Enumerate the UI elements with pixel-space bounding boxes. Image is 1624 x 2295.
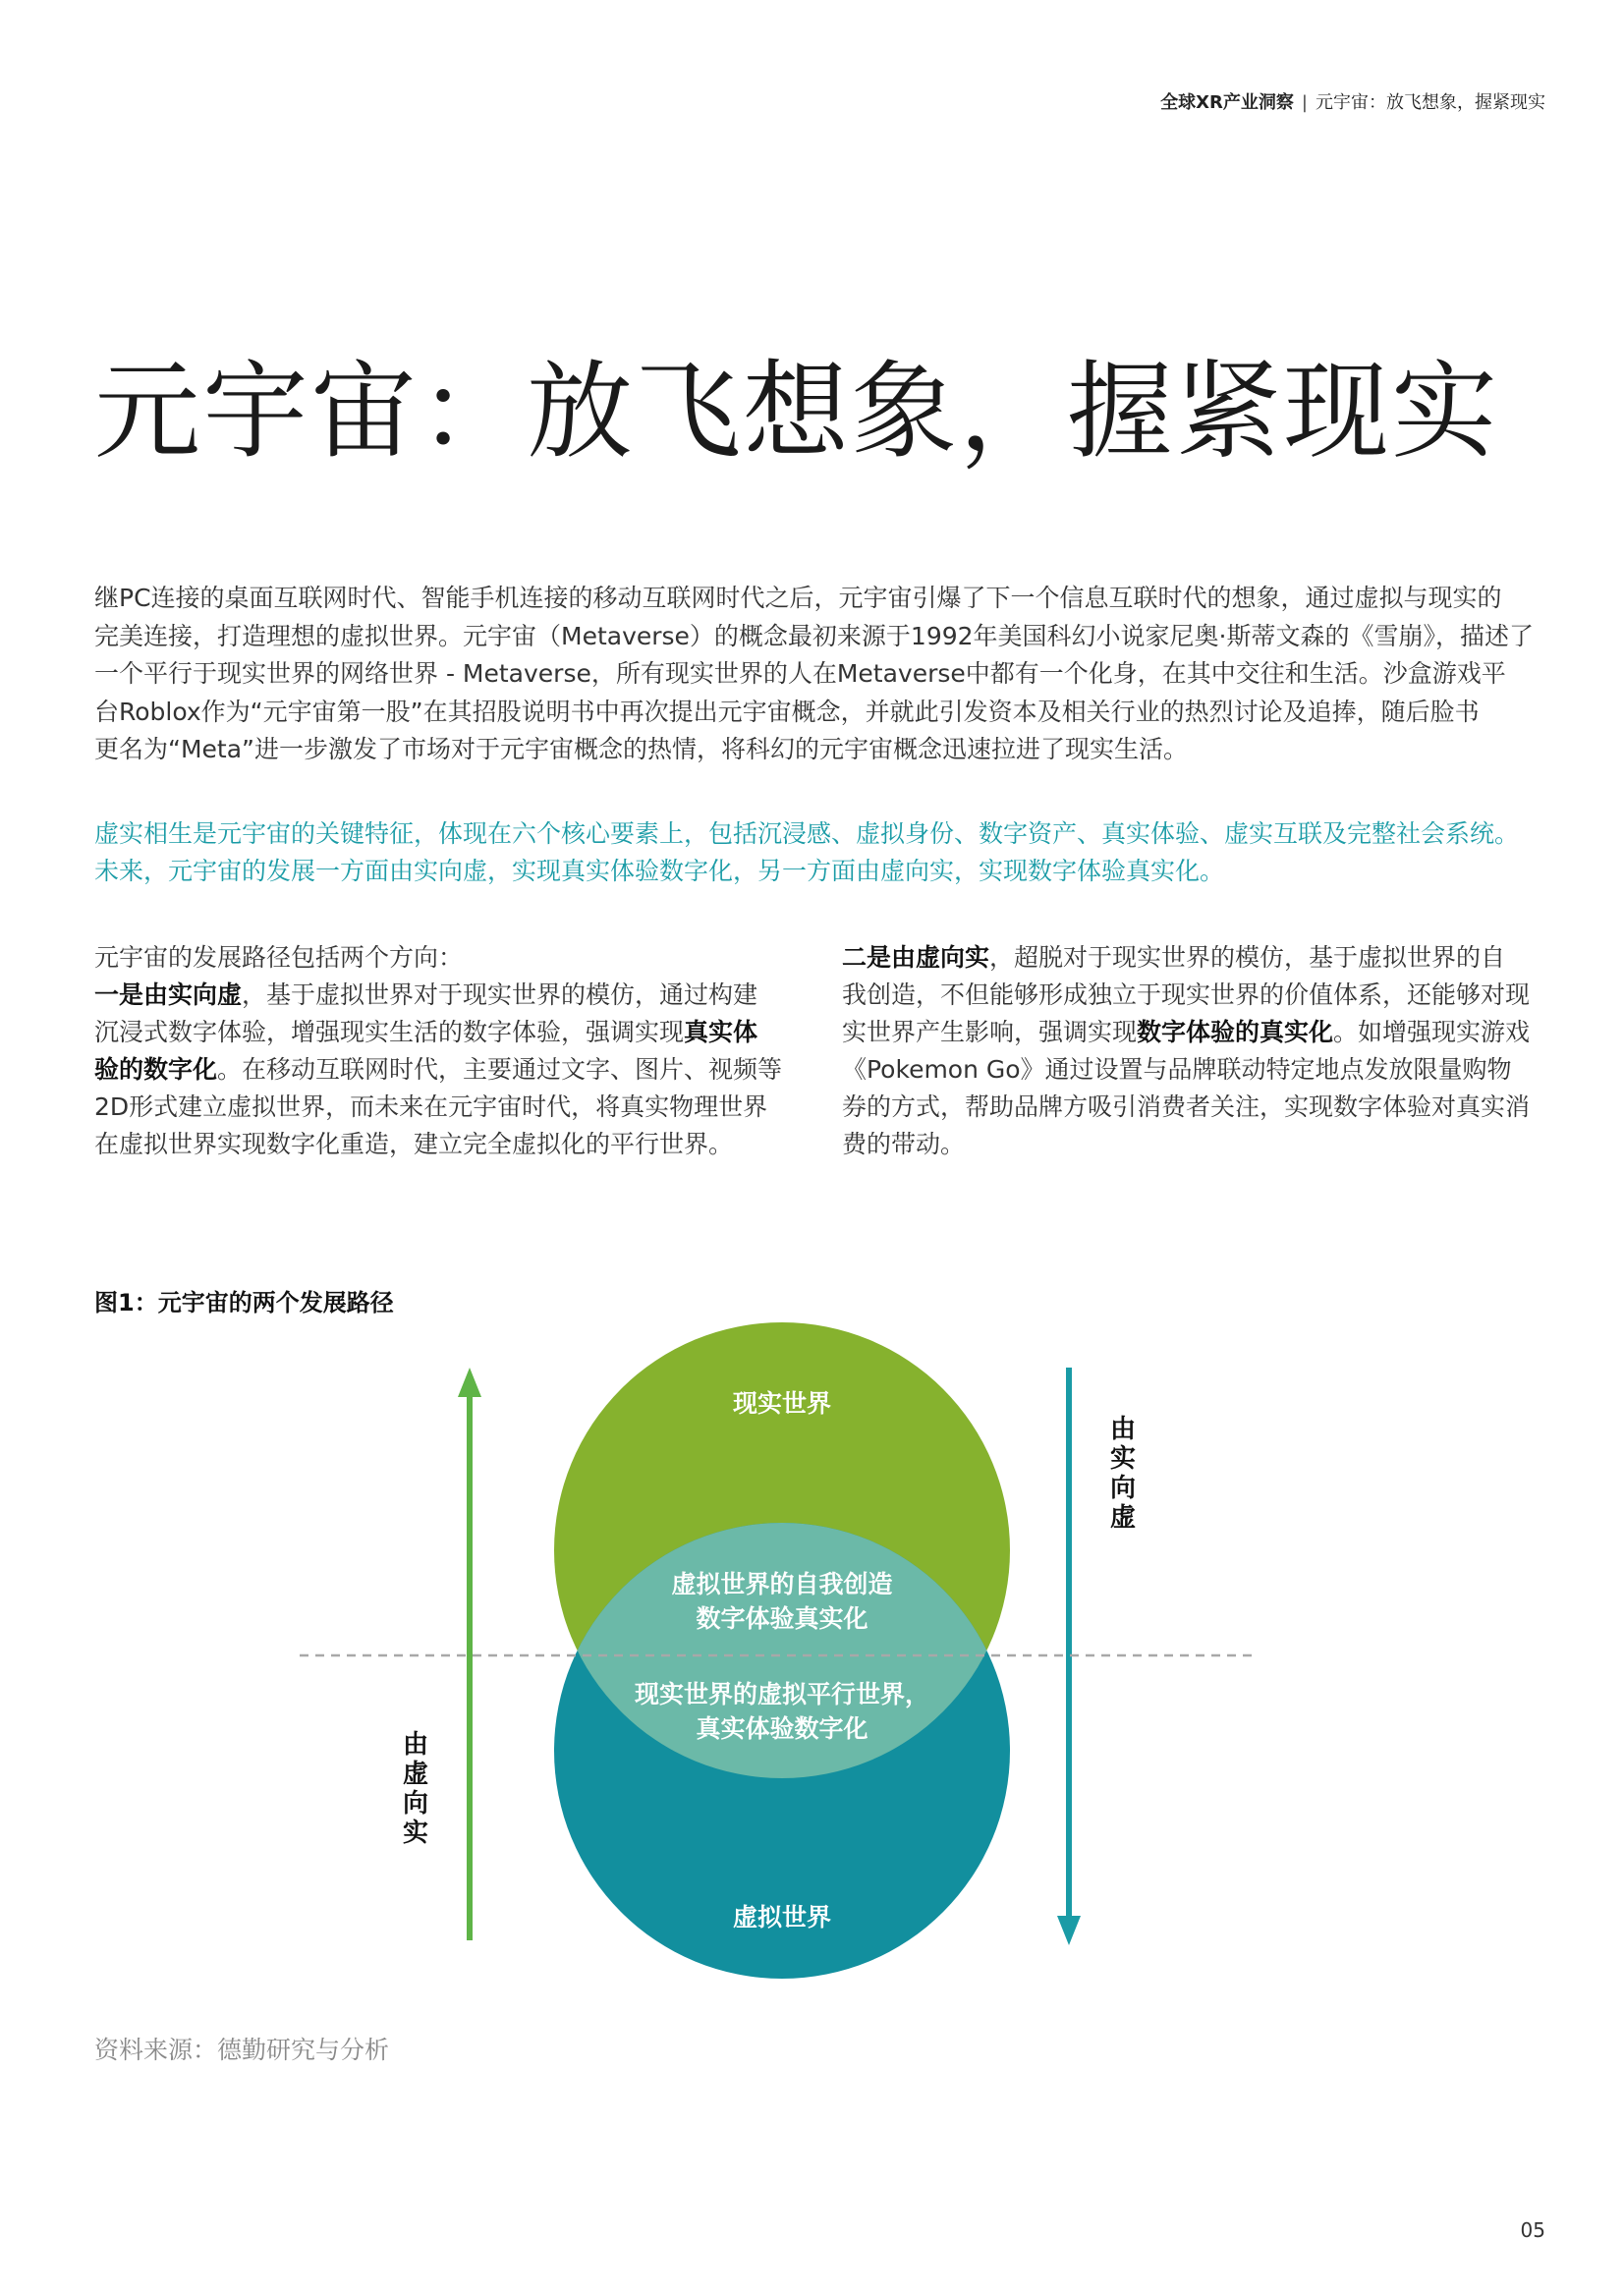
real-world-label: 现实世界 (732, 1389, 832, 1418)
left-arrow-label-char: 由 (402, 1730, 429, 1760)
right-col-text: 实世界产生影响，强调实现 (842, 1018, 1138, 1046)
left-col-line: 2D形式建立虚拟世界，而未来在元宇宙时代，将真实物理世界 (94, 1092, 768, 1121)
left-col-intro: 元宇宙的发展路径包括两个方向： (94, 943, 464, 972)
page-number: 05 (1520, 2218, 1545, 2242)
right-col-text: 。如增强现实游戏 (1333, 1018, 1531, 1046)
left-col-text: 沉浸式数字体验，增强现实生活的数字体验，强调实现 (94, 1018, 685, 1046)
virtual-world-label: 虚拟世界 (732, 1903, 832, 1931)
right-arrow-label-char: 向 (1109, 1474, 1137, 1503)
right-col-bold: 数字体验的真实化 (1137, 1018, 1334, 1046)
upper-overlap-line: 虚拟世界的自我创造 (671, 1570, 893, 1598)
left-col-bold: 验的数字化 (94, 1055, 218, 1084)
right-arrow-label-char: 由 (1109, 1415, 1137, 1444)
right-arrow-label-char: 虚 (1109, 1503, 1137, 1533)
header-brand: 全球XR产业洞察 (1160, 92, 1294, 113)
intro-line: 继PC连接的桌面互联网时代、智能手机连接的移动互联网时代之后，元宇宙引爆了下一个信息互联时代的想象，通过虚拟与现实的 (94, 584, 1502, 612)
source-note: 资料来源：德勤研究与分析 (94, 2036, 390, 2064)
highlight-line: 未来，元宇宙的发展一方面由实向虚，实现真实体验数字化，另一方面由虚向实，实现数字体验真实化。 (94, 857, 1225, 885)
left-col-line: 在虚拟世界实现数字化重造，建立完全虚拟化的平行世界。 (94, 1130, 734, 1158)
right-col-text: ，超脱对于现实世界的模仿，基于虚拟世界的自 (989, 943, 1506, 972)
header-section: 元宇宙：放飞想象，握紧现实 (1316, 92, 1545, 113)
intro-line: 台Roblox作为“元宇宙第一股”在其招股说明书中再次提出元宇宙概念，并就此引发资本及相关行业的热烈讨论及追捧，随后脸书 (94, 697, 1480, 726)
right-arrow-label-char: 实 (1109, 1444, 1137, 1474)
figure-title: 图1：元宇宙的两个发展路径 (94, 1289, 394, 1316)
down-arrow-head (1057, 1916, 1081, 1945)
right-col-line: 券的方式，帮助品牌方吸引消费者关注，实现数字体验对真实消 (842, 1092, 1531, 1121)
right-col-line: 费的带动。 (842, 1130, 966, 1158)
intro-line: 完美连接，打造理想的虚拟世界。元宇宙（Metaverse）的概念最初来源于1992年美国科幻小说家尼奥·斯蒂文森的《雪崩》，描述了 (94, 621, 1535, 650)
left-arrow-label-char: 虚 (402, 1760, 429, 1789)
lower-overlap-line: 现实世界的虚拟平行世界， (634, 1680, 930, 1708)
left-col-text: ，基于虚拟世界对于现实世界的模仿，通过构建 (242, 980, 758, 1009)
highlight-line: 虚实相生是元宇宙的关键特征，体现在六个核心要素上，包括沉浸感、虚拟身份、数字资产、真实体验、虚实互联及完整社会系统。 (94, 819, 1520, 848)
left-arrow-label-char: 实 (402, 1819, 429, 1848)
upper-overlap-line: 数字体验真实化 (696, 1604, 868, 1633)
up-arrow-head (458, 1368, 481, 1397)
right-col-line: 《Pokemon Go》通过设置与品牌联动特定地点发放限量购物 (842, 1055, 1512, 1084)
left-arrow-label-char: 向 (402, 1789, 429, 1819)
intro-line: 更名为“Meta”进一步激发了市场对于元宇宙概念的热情，将科幻的元宇宙概念迅速拉进了现实生活。 (94, 735, 1188, 763)
intro-line: 一个平行于现实世界的网络世界 - Metaverse，所有现实世界的人在Metaverse中都有一个化身，在其中交往和生活。沙盒游戏平 (94, 659, 1506, 688)
left-col-text: 。在移动互联网时代，主要通过文字、图片、视频等 (217, 1055, 783, 1084)
lower-overlap-line: 真实体验数字化 (696, 1714, 868, 1743)
left-col-heading: 一是由实向虚 (94, 980, 243, 1009)
page-title: 元宇宙：放飞想象，握紧现实 (94, 351, 1500, 474)
right-col-heading: 二是由虚向实 (842, 943, 990, 972)
left-col-bold: 真实体 (684, 1018, 758, 1046)
header-separator: | (1301, 92, 1308, 113)
right-col-line: 我创造，不但能够形成独立于现实世界的价值体系，还能够对现 (842, 980, 1531, 1009)
